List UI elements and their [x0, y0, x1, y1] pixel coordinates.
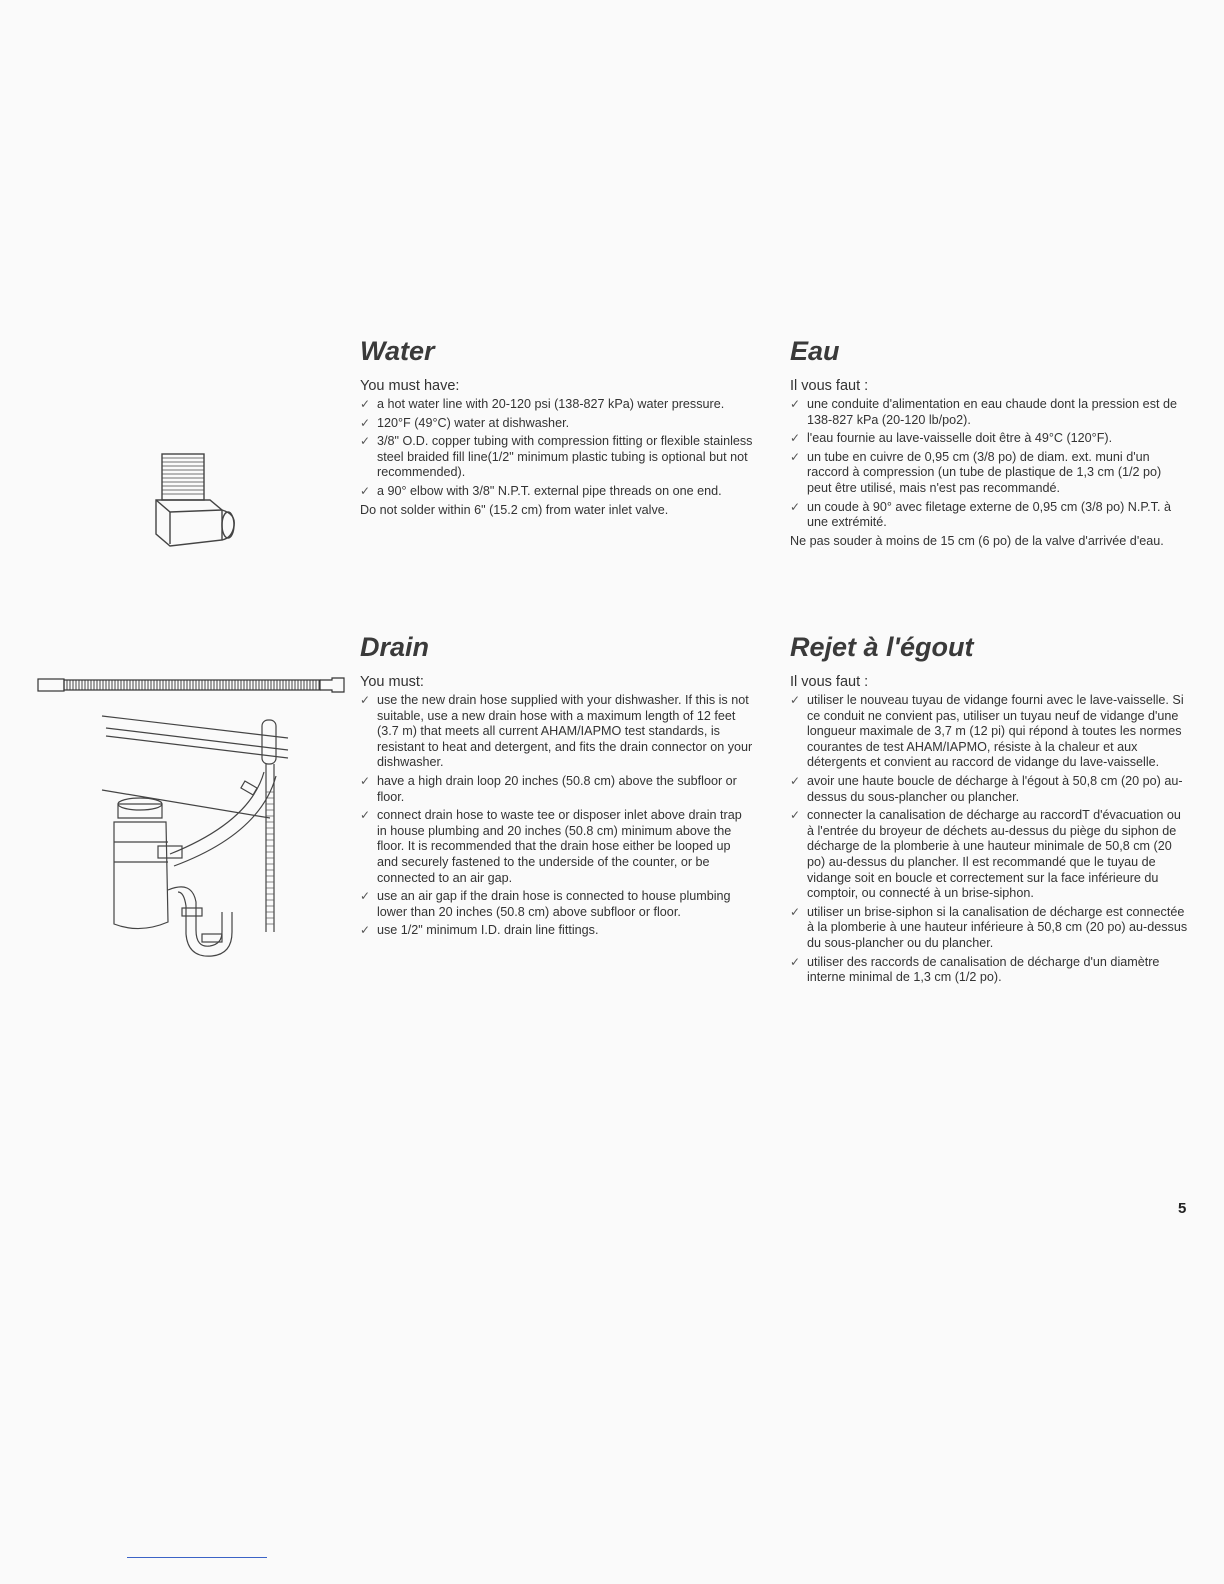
check-mark-icon: ✓ [790, 773, 801, 788]
eau-requirements-list [790, 397, 1185, 531]
check-mark-icon: ✓ [360, 483, 371, 498]
check-mark-icon: ✓ [360, 889, 371, 904]
water-section [360, 336, 755, 518]
check-item-text: use the new drain hose supplied with your dishwasher. If this is not suitable, use a new drain hose with a maximum length of 12 feet (3.7 m) that meets all current AHAM/IAPMO test standards, is resistant to heat and detergent, and fits the drain connector on your dishwasher. [377, 693, 753, 770]
drain-section [360, 632, 755, 942]
check-list-item [790, 808, 1190, 902]
check-list-item [790, 397, 1185, 428]
check-list-item [790, 955, 1190, 986]
check-mark-icon: ✓ [360, 434, 371, 449]
water-note: Do not solder within 6" (15.2 cm) from water inlet valve. [360, 502, 669, 517]
check-list-item [360, 416, 755, 432]
check-mark-icon: ✓ [360, 693, 371, 707]
check-mark-icon: ✓ [790, 499, 801, 514]
rejet-section [790, 632, 1190, 989]
footer-link-underline[interactable] [127, 1557, 267, 1558]
eau-intro: Il vous faut : [790, 378, 869, 394]
check-item-text: utiliser un brise-siphon si la canalisation de décharge est connectée à la plomberie à une hauteur inférieure à 50,8 cm (20 po) au-dessus du sous-plancher ou du plancher. [807, 904, 1188, 950]
rejet-requirements-list [790, 693, 1190, 986]
check-item-text: have a high drain loop 20 inches (50.8 cm) above the subfloor or floor. [377, 773, 737, 804]
eau-title: Eau [790, 336, 840, 366]
drain-requirements-list [360, 693, 755, 939]
check-item-text: 120°F (49°C) water at dishwasher. [377, 415, 570, 430]
check-item-text: 3/8" O.D. copper tubing with compression fitting or flexible stainless steel braided fill line(1/2" minimum plastic tubing is optional but not recommended). [377, 434, 753, 480]
check-list-item [790, 450, 1185, 497]
water-intro: You must have: [360, 378, 460, 394]
check-item-text: l'eau fournie au lave-vaisselle doit être à 49°C (120°F). [807, 431, 1113, 446]
check-list-item [360, 693, 755, 771]
water-title: Water [360, 336, 435, 366]
check-list-item [790, 693, 1190, 771]
check-item-text: utiliser le nouveau tuyau de vidange fourni avec le lave-vaisselle. Si ce conduit ne convient pas, utiliser un tuyau neuf de vidange d'une longueur maximale de 3,7 m (12 pi) qui répond à toutes les normes courantes de test AHAM/IAPMO, résiste à la chaleur et aux détergents et convient au raccord de vidange du lave-vaisselle. [807, 693, 1184, 770]
eau-section [790, 336, 1185, 549]
check-item-text: avoir une haute boucle de décharge à l'égout à 50,8 cm (20 po) au-dessus du sous-plancher ou plancher. [807, 773, 1183, 804]
check-item-text: a 90° elbow with 3/8" N.P.T. external pipe threads on one end. [377, 483, 722, 498]
check-mark-icon: ✓ [790, 904, 801, 919]
check-list-item [790, 905, 1190, 952]
check-list-item [360, 774, 755, 805]
drain-title: Drain [360, 632, 430, 662]
check-item-text: a hot water line with 20-120 psi (138-827 kPa) water pressure. [377, 397, 725, 411]
check-mark-icon: ✓ [790, 449, 801, 464]
rejet-title: Rejet à l'égout [790, 632, 974, 662]
check-list-item [360, 808, 755, 886]
check-list-item [790, 500, 1185, 531]
check-mark-icon: ✓ [360, 923, 371, 938]
check-list-item [790, 774, 1190, 805]
water-requirements-list [360, 397, 755, 500]
check-list-item [360, 923, 755, 939]
eau-note: Ne pas souder à moins de 15 cm (6 po) de la valve d'arrivée d'eau. [790, 533, 1164, 548]
check-list-item [790, 431, 1185, 447]
check-mark-icon: ✓ [790, 397, 801, 411]
check-mark-icon: ✓ [360, 773, 371, 788]
check-item-text: use an air gap if the drain hose is connected to house plumbing lower than 20 inches (50.8 cm) above subfloor or floor. [377, 889, 731, 919]
check-mark-icon: ✓ [360, 808, 371, 823]
drain-installation-illustration [100, 712, 300, 960]
check-item-text: utiliser des raccords de canalisation de décharge d'un diamètre interne minimal de 1,3 cm (1/2 po). [807, 954, 1160, 985]
check-item-text: un tube en cuivre de 0,95 cm (3/8 po) de diam. ext. muni d'un raccord à compression (un tube de plastique de 1,3 cm (1/2 po) peut être utilisé, mais n'est pas recommandé. [807, 449, 1162, 495]
check-mark-icon: ✓ [360, 397, 371, 411]
check-list-item [360, 484, 755, 500]
check-mark-icon: ✓ [790, 693, 801, 707]
drain-intro: You must: [360, 674, 424, 690]
check-list-item [360, 434, 755, 481]
elbow-fitting-illustration [148, 448, 240, 552]
check-item-text: use 1/2" minimum I.D. drain line fittings. [377, 923, 599, 938]
check-item-text: connect drain hose to waste tee or disposer inlet above drain trap in house plumbing and 20 inches (50.8 cm) minimum above the floor. It is recommended that the drain hose either be looped up and securely fastened to the underside of the counter, or be connected to an air gap. [377, 808, 742, 885]
check-mark-icon: ✓ [790, 808, 801, 823]
check-item-text: un coude à 90° avec filetage externe de 0,95 cm (3/8 po) N.P.T. à une extrémité. [807, 499, 1171, 530]
check-mark-icon: ✓ [790, 431, 801, 446]
check-list-item [360, 397, 755, 413]
check-item-text: connecter la canalisation de décharge au raccordT d'évacuation ou à l'entrée du broyeur de déchets au-dessus du piège du siphon de décharge de la plomberie à une hauteur minimale de 50,8 cm (20 po) au-dessus du plancher. Il est recommandé que le tuyau de vidange soit en boucle et correctement sur la face inférieure du comptoir, ou connecté à un brise-siphon. [807, 808, 1181, 901]
drain-hose-illustration [36, 676, 348, 694]
check-mark-icon: ✓ [360, 415, 371, 430]
check-mark-icon: ✓ [790, 954, 801, 969]
check-list-item [360, 889, 755, 920]
page-number: 5 [1178, 1200, 1187, 1217]
check-item-text: une conduite d'alimentation en eau chaude dont la pression est de 138-827 kPa (20-120 lb/po2). [807, 397, 1177, 427]
rejet-intro: Il vous faut : [790, 674, 869, 690]
